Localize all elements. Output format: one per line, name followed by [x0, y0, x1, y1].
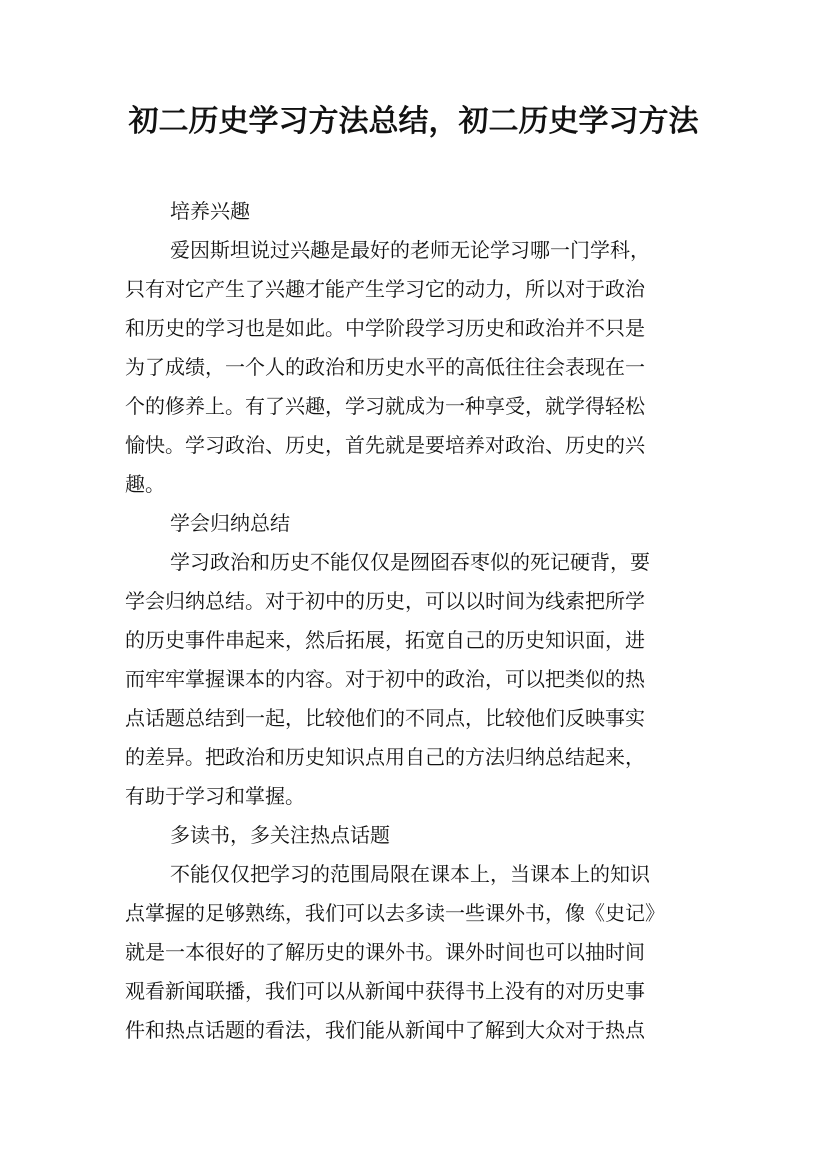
paragraph-line: 观看新闻联播，我们可以从新闻中获得书上没有的对历史事	[125, 979, 645, 1003]
paragraph-line: 学会归纳总结。对于初中的历史，可以以时间为线索把所学	[125, 589, 645, 613]
paragraph-line: 有助于学习和掌握。	[125, 784, 305, 808]
paragraph-line: 和历史的学习也是如此。中学阶段学习历史和政治并不只是	[125, 316, 645, 340]
document-title: 初二历史学习方法总结，初二历史学习方法	[128, 104, 699, 139]
paragraph-line: 件和热点话题的看法，我们能从新闻中了解到大众对于热点	[125, 1018, 645, 1042]
paragraph-line: 个的修养上。有了兴趣，学习就成为一种享受，就学得轻松	[125, 394, 645, 418]
paragraph-line: 而牢牢掌握课本的内容。对于初中的政治，可以把类似的热	[125, 667, 645, 691]
paragraph-line: 学习政治和历史不能仅仅是囫囵吞枣似的死记硬背，要	[170, 550, 650, 574]
section-heading: 培养兴趣	[170, 199, 250, 223]
paragraph-line: 爱因斯坦说过兴趣是最好的老师无论学习哪一门学科，	[170, 238, 650, 262]
paragraph-line: 的差异。把政治和历史知识点用自己的方法归纳总结起来，	[125, 745, 645, 769]
paragraph-line: 为了成绩，一个人的政治和历史水平的高低往往会表现在一	[125, 355, 645, 379]
section-heading: 多读书，多关注热点话题	[170, 823, 390, 847]
paragraph-line: 不能仅仅把学习的范围局限在课本上，当课本上的知识	[170, 862, 650, 886]
paragraph-line: 点话题总结到一起，比较他们的不同点，比较他们反映事实	[125, 706, 645, 730]
paragraph-line: 的历史事件串起来，然后拓展，拓宽自己的历史知识面，进	[125, 628, 645, 652]
paragraph-line: 趣。	[125, 472, 165, 496]
paragraph-line: 愉快。学习政治、历史，首先就是要培养对政治、历史的兴	[125, 433, 645, 457]
section-heading: 学会归纳总结	[170, 511, 290, 535]
paragraph-line: 只有对它产生了兴趣才能产生学习它的动力，所以对于政治	[125, 277, 645, 301]
paragraph-line: 点掌握的足够熟练，我们可以去多读一些课外书，像《史记》	[125, 901, 665, 925]
paragraph-line: 就是一本很好的了解历史的课外书。课外时间也可以抽时间	[125, 940, 645, 964]
document-body	[125, 192, 705, 1050]
